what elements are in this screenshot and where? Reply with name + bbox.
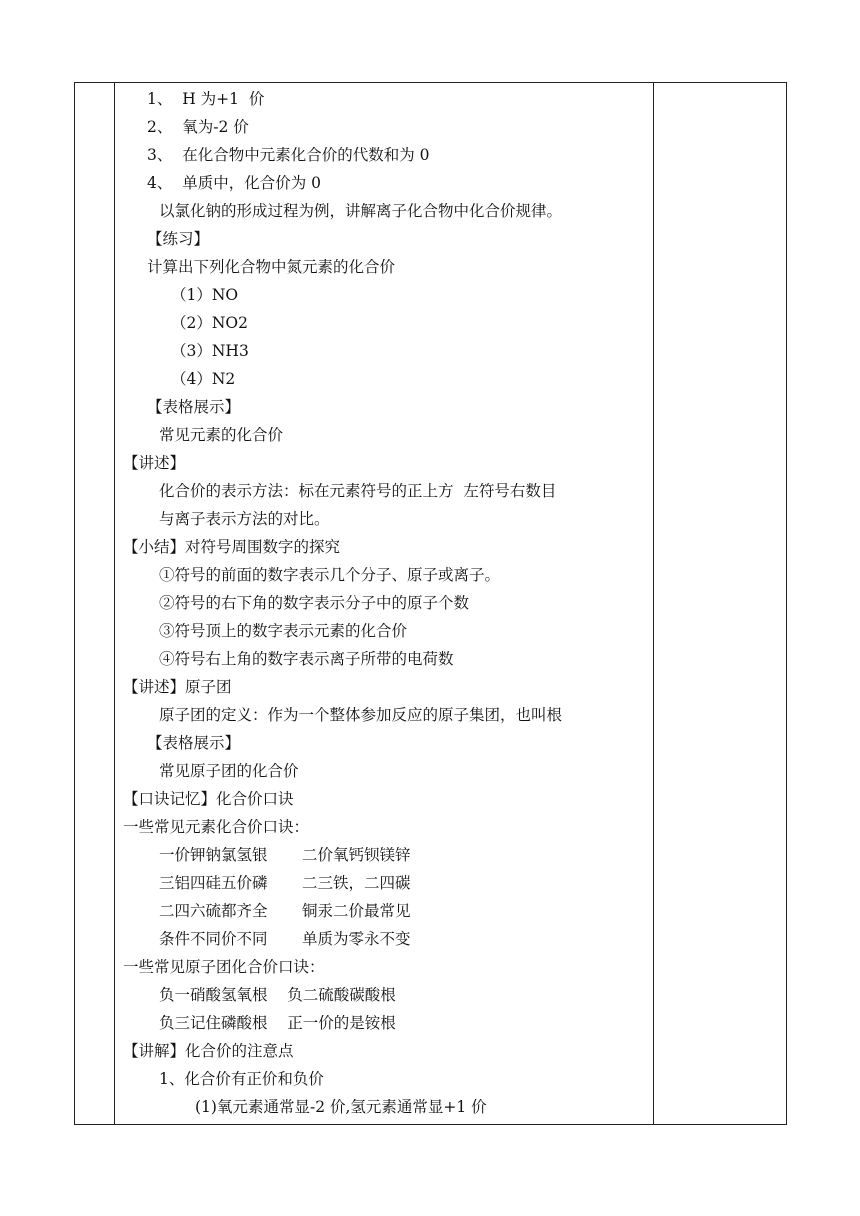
text-line: 一些常见元素化合价口诀： xyxy=(123,818,310,836)
text-line: 化合价的表示方法：标在元素符号的正上方 左符号右数目 xyxy=(159,482,557,500)
text-line: 以氯化钠的形成过程为例，讲解离子化合物中化合价规律。 xyxy=(159,202,563,220)
text-line: （2）NO2 xyxy=(171,314,248,332)
text-line: 【表格展示】 xyxy=(147,398,241,416)
text-line: （4）N2 xyxy=(171,370,236,388)
text-line: 常见原子团的化合价 xyxy=(159,762,299,780)
text-line: 负一硝酸氢氧根 负二硫酸碳酸根 xyxy=(159,986,396,1004)
text-line: 负三记住磷酸根 正一价的是铵根 xyxy=(159,1014,396,1032)
text-line: 【讲述】 xyxy=(123,454,186,472)
text-line: 常见元素的化合价 xyxy=(159,426,284,444)
text-line: 【讲解】化合价的注意点 xyxy=(123,1042,294,1060)
text-line: 【表格展示】 xyxy=(147,734,241,752)
text-line: 【练习】 xyxy=(147,230,210,248)
text-line: （1）NO xyxy=(171,286,239,304)
text-line: ③符号顶上的数字表示元素的化合价 xyxy=(159,622,408,640)
text-line: （3）NH3 xyxy=(171,342,249,360)
text-line: 条件不同价不同 单质为零永不变 xyxy=(159,930,411,948)
text-line: ①符号的前面的数字表示几个分子、原子或离子。 xyxy=(159,566,501,584)
text-line: 3、 在化合物中元素化合价的代数和为 0 xyxy=(147,146,430,164)
text-line: 【讲述】原子团 xyxy=(123,678,232,696)
column-divider-right xyxy=(653,83,654,1124)
text-line: 一些常见原子团化合价口诀： xyxy=(123,958,325,976)
text-line: 【小结】对符号周围数字的探究 xyxy=(123,538,341,556)
text-line: 与离子表示方法的对比。 xyxy=(159,510,330,528)
text-line: ④符号右上角的数字表示离子所带的电荷数 xyxy=(159,650,454,668)
text-line: (1)氧元素通常显-2 价,氢元素通常显+1 价 xyxy=(195,1098,487,1116)
text-line: 三铝四硅五价磷 二三铁，二四碳 xyxy=(159,874,411,892)
text-line: 1、化合价有正价和负价 xyxy=(159,1070,324,1088)
text-line: 一价钾钠氯氢银 二价氧钙钡镁锌 xyxy=(159,846,411,864)
text-line: 1、 H 为+1 价 xyxy=(147,90,265,108)
text-line: ②符号的右下角的数字表示分子中的原子个数 xyxy=(159,594,470,612)
text-line: 计算出下列化合物中氮元素的化合价 xyxy=(147,258,396,276)
text-line: 2、 氧为-2 价 xyxy=(147,118,249,136)
text-line: 【口诀记忆】化合价口诀 xyxy=(123,790,294,808)
text-line: 二四六硫都齐全 铜汞二价最常见 xyxy=(159,902,411,920)
column-divider-left xyxy=(114,83,115,1124)
text-line: 4、 单质中，化合价为 0 xyxy=(147,174,322,192)
text-line: 原子团的定义：作为一个整体参加反应的原子集团，也叫根 xyxy=(159,706,563,724)
